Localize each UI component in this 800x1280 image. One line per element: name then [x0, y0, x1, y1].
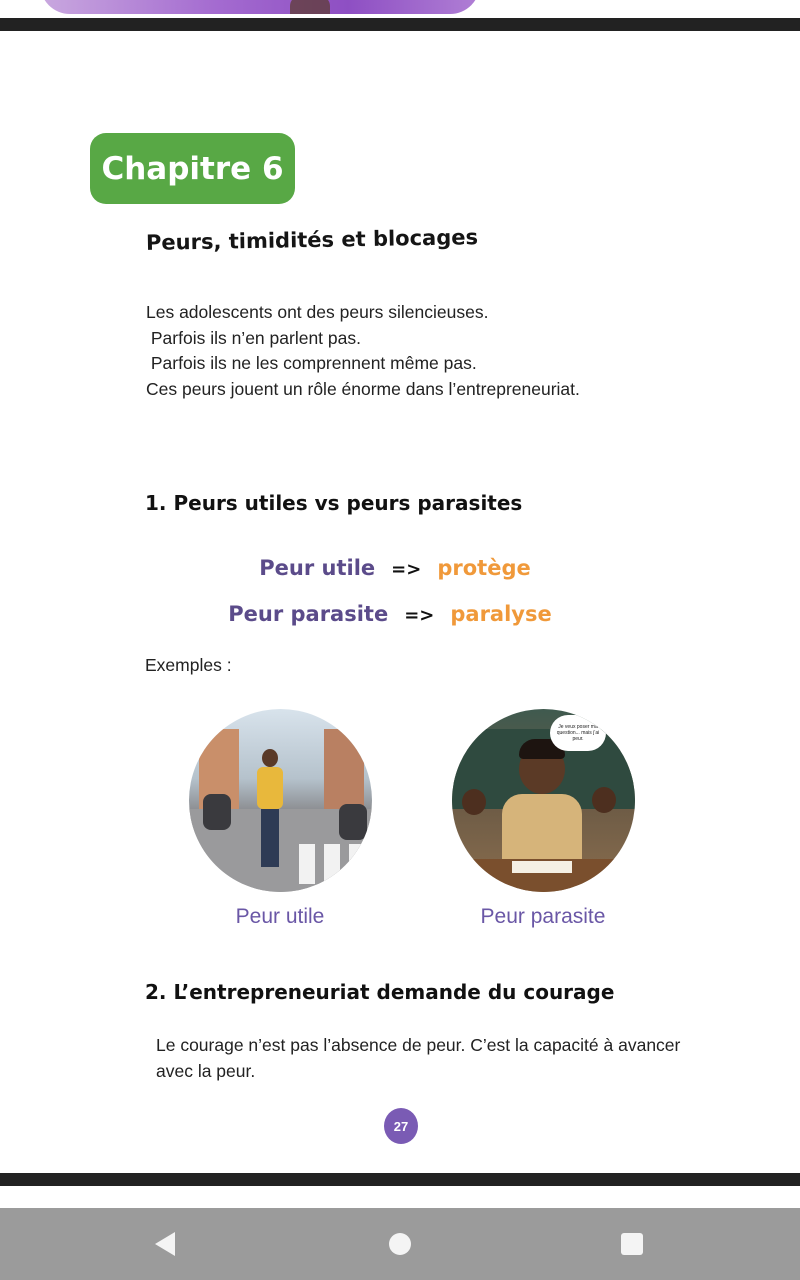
- arrow: =>: [404, 605, 435, 626]
- next-page-edge: [0, 1186, 800, 1208]
- classmate: [462, 789, 486, 815]
- arrow: =>: [391, 559, 422, 580]
- chapter-title: Peurs, timidités et blocages: [145, 225, 479, 255]
- fear-effect: paralyse: [450, 602, 552, 626]
- android-navigation-bar: [0, 1208, 800, 1280]
- back-button[interactable]: [125, 1208, 205, 1280]
- page-number-badge: 27: [384, 1108, 418, 1144]
- page-separator-bottom: [0, 1173, 800, 1186]
- page-separator-top: [0, 18, 800, 31]
- notebook: [512, 861, 572, 873]
- intro-line: Les adolescents ont des peurs silencieuses.: [146, 302, 489, 322]
- fear-row-useful: [0, 556, 800, 580]
- fear-name: Peur utile: [259, 556, 376, 580]
- classmate: [592, 787, 616, 813]
- motorbike: [203, 794, 231, 830]
- fear-row-parasite: [0, 602, 800, 626]
- thought-bubble: Je veux poser ma question... mais j’ai peur.: [550, 715, 606, 751]
- previous-page-image-edge: [0, 0, 800, 18]
- boy-at-crossing: [255, 749, 285, 869]
- home-circle-icon: [389, 1233, 411, 1255]
- illustration-parasite-fear-classroom: [452, 709, 635, 892]
- recents-button[interactable]: [592, 1208, 672, 1280]
- fear-effect: protège: [437, 556, 531, 580]
- student-shirt: [502, 794, 582, 864]
- section-2-heading: 2. L’entrepreneuriat demande du courage: [145, 980, 615, 1004]
- intro-line: Parfois ils n’en parlent pas.: [146, 327, 361, 348]
- intro-line: Ces peurs jouent un rôle énorme dans l’entrepreneuriat.: [146, 378, 580, 399]
- caption-useful-fear: Peur utile: [235, 905, 325, 928]
- chapter-badge: Chapitre 6: [90, 133, 295, 204]
- examples-label: Exemples :: [145, 655, 232, 675]
- back-triangle-icon: [155, 1232, 175, 1256]
- fear-name: Peur parasite: [228, 602, 389, 626]
- section-2-text: Le courage n’est pas l’absence de peur. C’est la capacité à avancer avec la peur.: [156, 1035, 681, 1081]
- crosswalk-stripe: [349, 844, 365, 884]
- crosswalk-stripe: [324, 844, 340, 884]
- intro-paragraph: [146, 300, 580, 402]
- boy-shirt: [257, 767, 283, 809]
- boy-legs: [261, 809, 279, 867]
- caption-parasite-fear: Peur parasite: [480, 905, 606, 928]
- illustration-useful-fear-street: [189, 709, 372, 892]
- intro-line: Parfois ils ne les comprennent même pas.: [146, 353, 477, 373]
- recents-square-icon: [621, 1233, 643, 1255]
- section-1-heading: 1. Peurs utiles vs peurs parasites: [145, 491, 523, 515]
- previous-illustration-crop: [40, 0, 480, 14]
- motorbike: [339, 804, 367, 840]
- boy-head: [262, 749, 278, 767]
- building: [324, 729, 364, 809]
- crosswalk-stripe: [299, 844, 315, 884]
- home-button[interactable]: [360, 1208, 440, 1280]
